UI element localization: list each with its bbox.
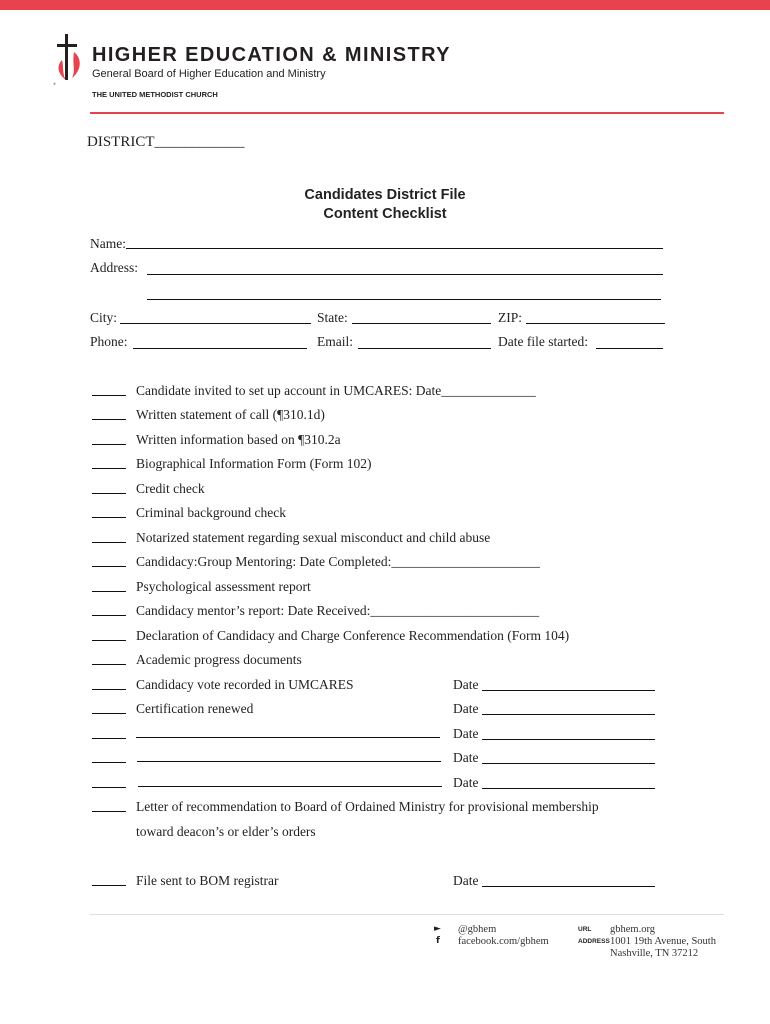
footer-address-line1: 1001 19th Avenue, South [610,936,716,947]
address-label: Address: [90,260,138,275]
date-field[interactable] [482,886,655,887]
checklist-checkbox[interactable] [92,664,126,665]
checklist-item: Written statement of call (¶310.1d) [136,407,325,422]
custom-item-field[interactable] [136,737,440,738]
letter-item-line1: Letter of recommendation to Board of Ordained Ministry for provisional membership [136,799,599,814]
phone-field[interactable] [133,348,307,349]
svg-text:®: ® [53,82,56,86]
date-field[interactable] [482,788,655,789]
footer-twitter: @gbhem [458,924,497,935]
checklist-checkbox[interactable] [92,885,126,886]
letter-item-line2: toward deacon’s or elder’s orders [136,824,316,839]
date-label: Date [453,701,479,716]
checklist-checkbox[interactable] [92,762,126,763]
custom-item-field[interactable] [137,761,441,762]
state-label: State: [317,310,348,325]
checklist-checkbox[interactable] [92,419,126,420]
checklist-item: Credit check [136,481,205,496]
checklist-checkbox[interactable] [92,517,126,518]
date-field[interactable] [482,714,655,715]
zip-field[interactable] [526,323,665,324]
date-label: Date [453,775,479,790]
footer-url: gbhem.org [610,924,656,935]
name-field[interactable] [126,248,663,249]
checklist-checkbox[interactable] [92,615,126,616]
cross-and-flame-logo [52,30,86,86]
checklist-checkbox[interactable] [92,787,126,788]
date-field[interactable] [482,739,655,740]
date-field[interactable] [482,690,655,691]
date-started-field[interactable] [596,348,663,349]
custom-item-field[interactable] [138,786,442,787]
checklist-item: Declaration of Candidacy and Charge Conference Recommendation (Form 104) [136,628,570,643]
page-title-line2: Content Checklist [323,206,447,222]
checklist-item: Candidacy:Group Mentoring: Date Completed:______________________ [136,554,540,569]
footer-divider [90,914,724,915]
city-field[interactable] [120,323,311,324]
checklist-checkbox[interactable] [92,591,126,592]
checklist-item: Certification renewed [136,701,254,716]
address-field-line2[interactable] [147,299,661,300]
checklist-checkbox[interactable] [92,713,126,714]
email-label: Email: [317,334,353,349]
footer-facebook: facebook.com/gbhem [458,936,549,947]
district-field[interactable]: DISTRICT____________ [87,134,245,150]
address-field-line1[interactable] [147,274,663,275]
page-title-line1: Candidates District File [304,187,466,203]
file-sent-item: File sent to BOM registrar [136,873,279,888]
checklist-item: Biographical Information Form (Form 102) [136,456,372,471]
checklist-checkbox[interactable] [92,566,126,567]
checklist-checkbox[interactable] [92,444,126,445]
checklist-item: Academic progress documents [136,652,302,667]
checklist-checkbox[interactable] [92,811,126,812]
email-field[interactable] [358,348,491,349]
header-divider [90,112,724,114]
date-field[interactable] [482,763,655,764]
zip-label: ZIP: [498,310,523,325]
checklist-checkbox[interactable] [92,493,126,494]
checklist-checkbox[interactable] [92,640,126,641]
checklist-item: Candidacy mentor’s report: Date Received:_________________________ [136,603,540,618]
checklist-item: Notarized statement regarding sexual misconduct and child abuse [136,530,491,545]
checklist-item: Psychological assessment report [136,579,311,594]
footer-address-line2: Nashville, TN 37212 [610,948,699,959]
top-accent-bar [0,0,770,10]
facebook-icon: f [436,936,440,946]
checklist-item: Written information based on ¶310.2a [136,432,341,447]
checklist-checkbox[interactable] [92,395,126,396]
church-name: THE UNITED METHODIST CHURCH [92,90,218,99]
city-label: City: [90,310,118,325]
date-label: Date [453,726,479,741]
checklist-item: Candidate invited to set up account in UMCARES: Date______________ [136,383,536,398]
checklist-checkbox[interactable] [92,689,126,690]
phone-label: Phone: [90,334,128,349]
state-field[interactable] [352,323,491,324]
org-name: HIGHER EDUCATION & MINISTRY [92,44,451,66]
checklist-item: Criminal background check [136,505,286,520]
twitter-icon: ► [434,924,441,934]
date-label: Date [453,750,479,765]
checklist-checkbox[interactable] [92,468,126,469]
footer-address-key: ADDRESS [578,938,610,945]
checklist-checkbox[interactable] [92,542,126,543]
org-subtitle: General Board of Higher Education and Ministry [92,68,326,80]
date-label: Date [453,677,479,692]
name-label: Name: [90,236,126,251]
date-started-label: Date file started: [498,334,588,349]
checklist-checkbox[interactable] [92,738,126,739]
checklist-item: Candidacy vote recorded in UMCARES [136,677,354,692]
date-label: Date [453,873,479,888]
footer-url-key: URL [578,926,592,933]
